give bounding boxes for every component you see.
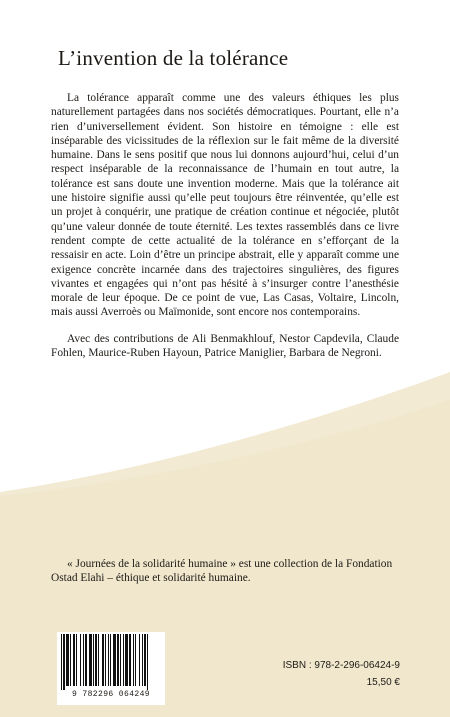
description-paragraph: La tolérance apparaît comme une des valeurs éthiques les plus naturellement partagées dans nos sociétés démocratiques. Pourtant, elle n’a rien d’universellement évident. Son histoire en témoigne : elle est inséparable des vicissitudes de la réflexion sur le fait même de la diversité humaine. Dans le sens positif que nous lui donnons aujourd’hui, celui d’un respect inséparable de la reconnaissance de l’humain en tout autre, la tolérance est sans doute une invention moderne. Mais que la tolérance ait une histoire signifie aussi qu’elle peut toujours être réinventée, qu’elle est un projet à conquérir, une pratique de création continue et négociée, plutôt qu’une valeur donnée de toute éternité. Les textes rassemblés dans ce livre rendent compte de cette actualité de la tolérance en s’efforçant de la ressaisir en acte. Loin d’être un principe abstrait, elle y apparaît comme une exigence concrète incarnée dans des trajectoires singulières, des figures vivantes et engagées qui n’ont pas hésité à s’insurger contre l’anesthésie morale de leur époque. De ce point de vue, Las Casas, Voltaire, Lincoln, mais aussi Averroès ou Maïmonide, sont encore nos contemporains. xyxy=(51,92,399,319)
barcode-bars xyxy=(57,632,165,690)
barcode xyxy=(57,632,165,705)
price-label: 15,50 € xyxy=(366,677,400,688)
isbn-label: ISBN : 978-2-296-06424-9 xyxy=(282,660,400,671)
back-cover-blurb xyxy=(51,91,399,360)
collection-note-text: « Journées de la solidarité humaine » est une collection de la Fondation Ostad Elahi – éthique et solidarité humaine. xyxy=(51,558,393,585)
collection-note xyxy=(51,557,399,586)
barcode-digits: 9 782296 064249 xyxy=(71,690,150,699)
book-title: L’invention de la tolérance xyxy=(58,46,289,70)
contributors-paragraph: Avec des contributions de Ali Benmakhlouf, Nestor Capdevila, Claude Fohlen, Maurice-Ruben Hayoun, Patrice Maniglier, Barbara de Negroni. xyxy=(51,332,399,360)
